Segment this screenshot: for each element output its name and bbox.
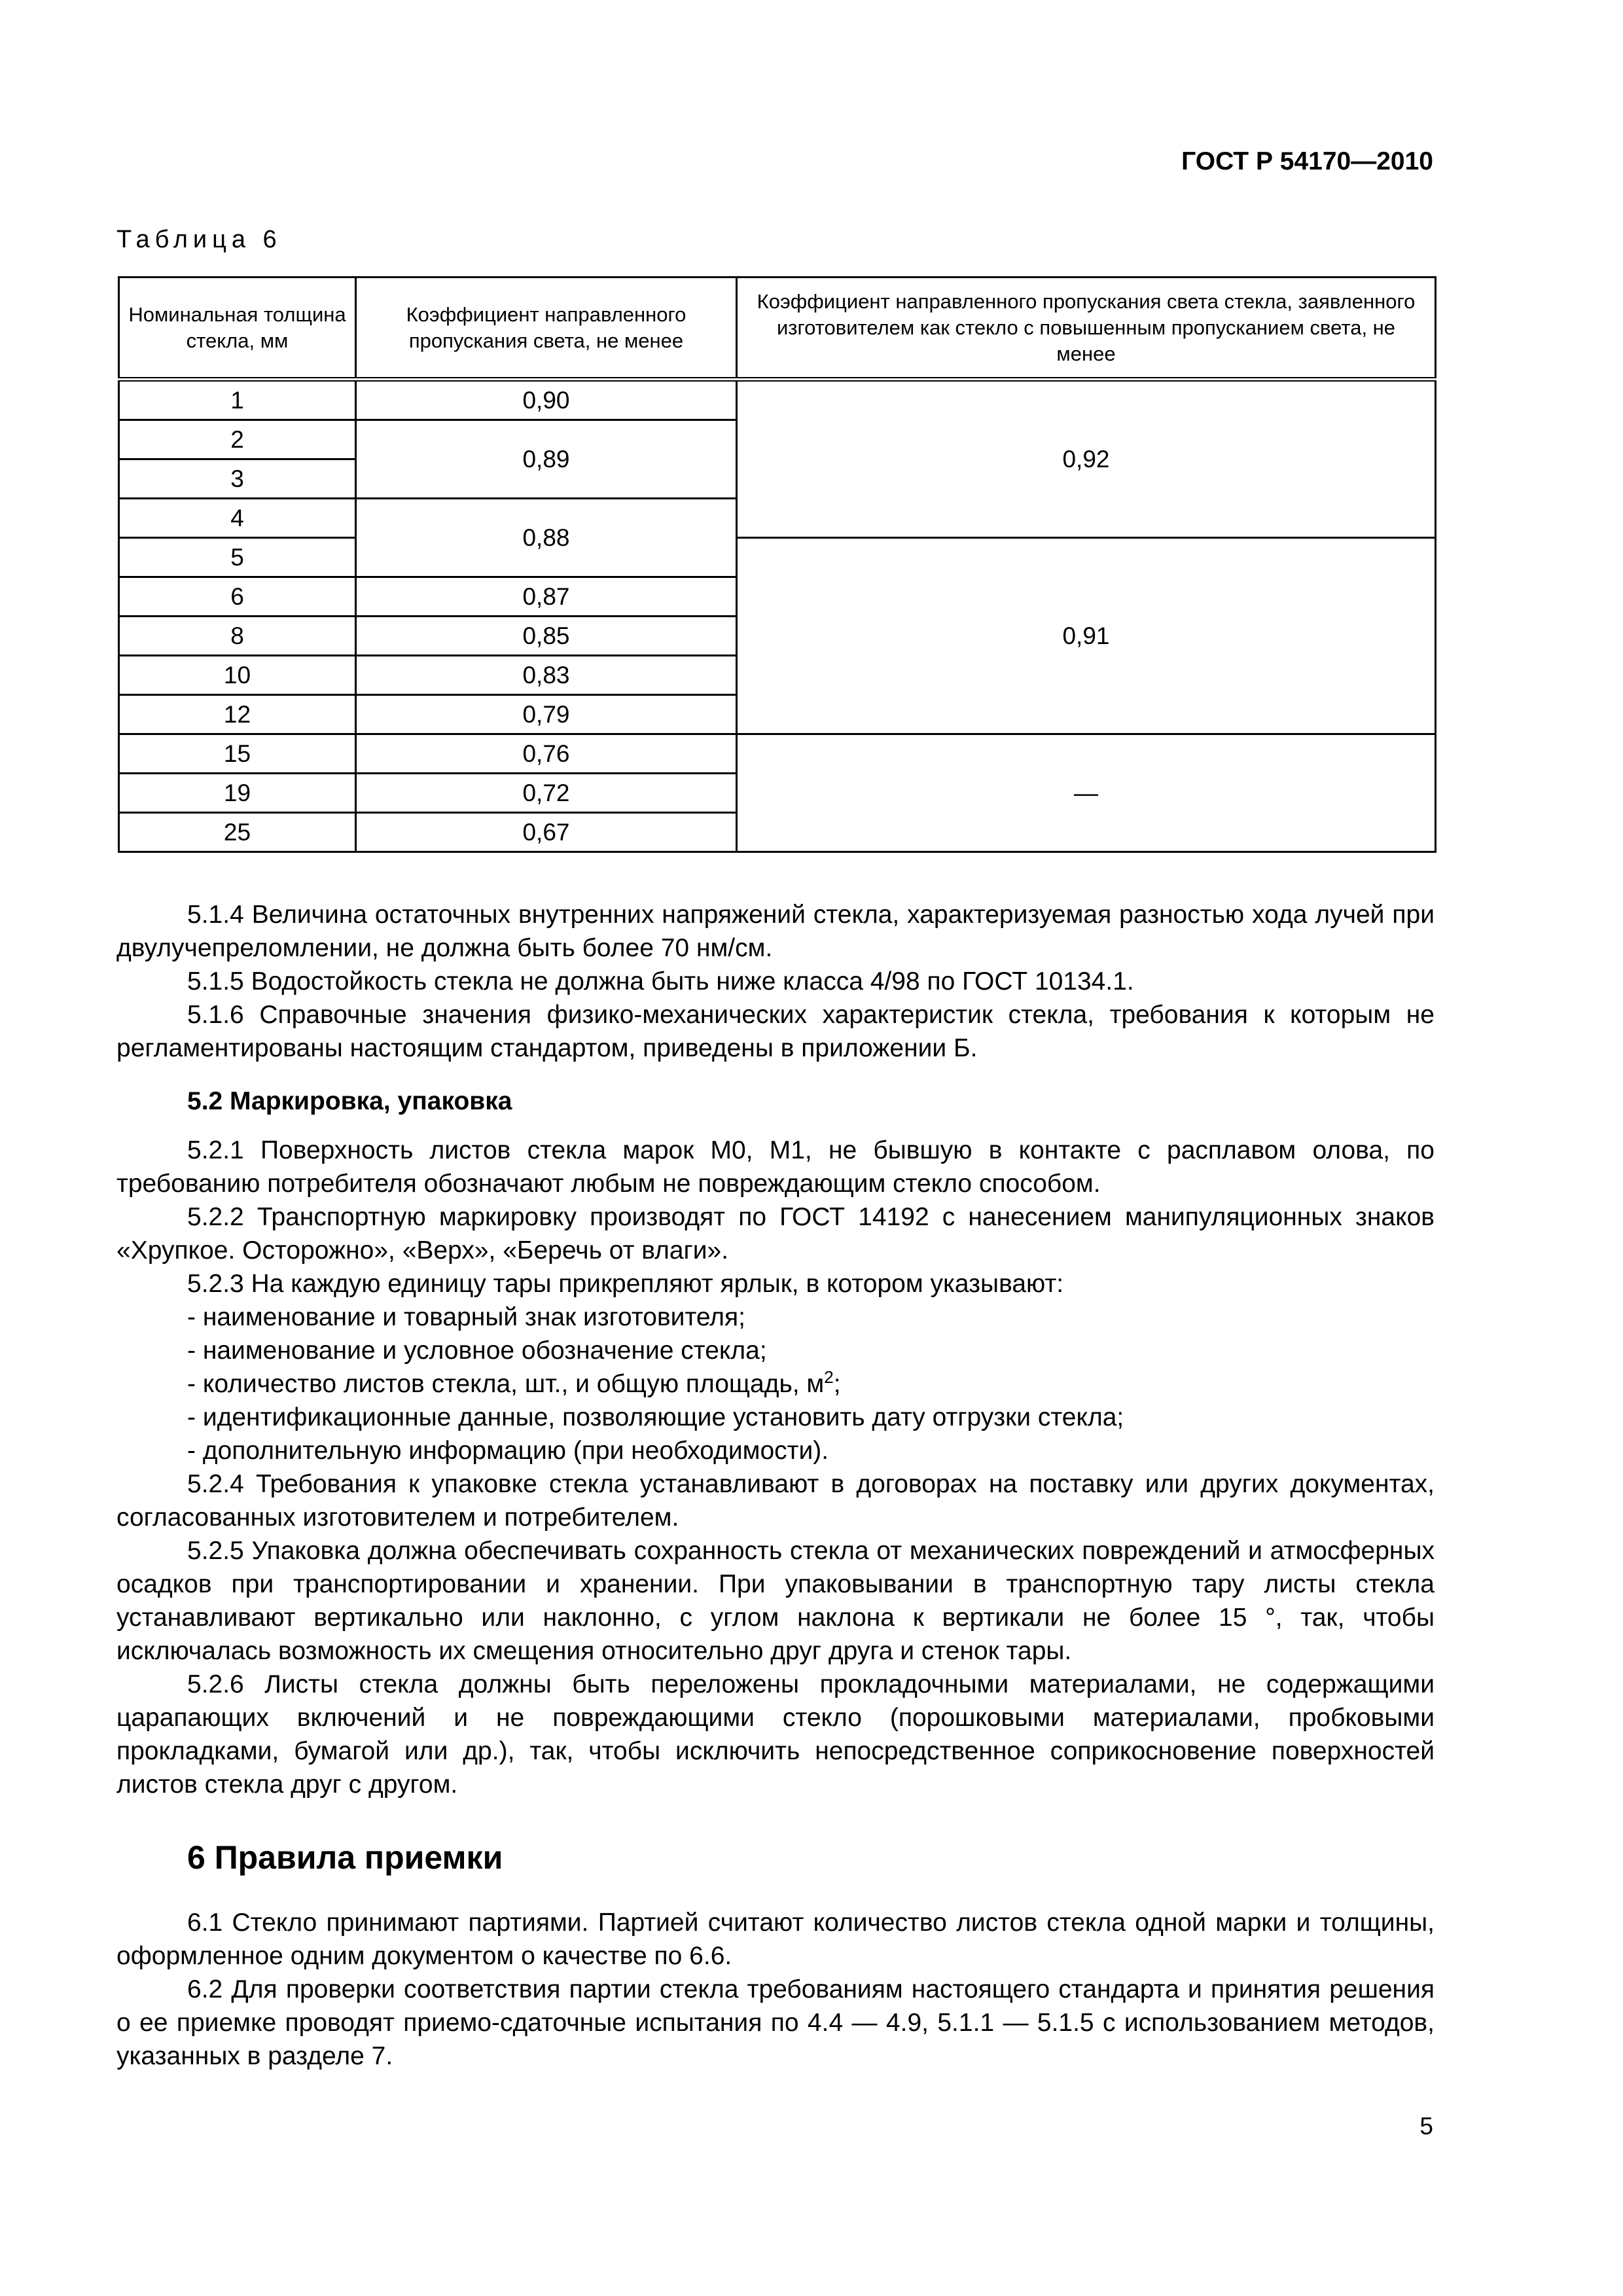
table-row	[119, 538, 1436, 577]
coefficient-cell: 0,79	[356, 695, 737, 734]
thickness-cell: 3	[119, 459, 356, 499]
paragraph-5-1-4: 5.1.4 Величина остаточных внутренних напряжений стекла, характеризуемая разностью хода лучей при двулучепреломлении, не должна быть более 70 нм/см.	[116, 901, 1435, 962]
paragraph-5-2-5: 5.2.5 Упаковка должна обеспечивать сохранность стекла от механических повреждений и атмосферных осадков при транспортировании и хранении. При упаковывании в транспортную тару листы стекла устанавливают вертикально или наклонно, с углом наклона к вертикали не более 15 °, так, чтобы исключалась возможность их смещения относительно друг друга и стенок тары.	[116, 1537, 1435, 1665]
thickness-cell: 19	[119, 774, 356, 813]
increased-coefficient-cell: 0,91	[737, 538, 1436, 734]
list-item-text: - количество листов стекла, шт., и общую площадь, м	[187, 1370, 825, 1398]
list-item: - наименование и товарный знак изготовителя;	[187, 1303, 745, 1331]
coefficient-cell: 0,90	[356, 380, 737, 420]
table-row	[119, 380, 1436, 420]
paragraph-5-2-3: 5.2.3 На каждую единицу тары прикрепляют ярлык, в котором указывают:	[187, 1270, 1064, 1298]
thickness-cell: 15	[119, 734, 356, 774]
paragraph-5-2-6: 5.2.6 Листы стекла должны быть переложены прокладочными материалами, не содержащими царапающих включений и не повреждающими стекло (порошковыми материалами, пробковыми прокладками, бумагой или др.), так, чтобы исключить непосредственное соприкосновение поверхностей листов стекла друг с другом.	[116, 1670, 1435, 1799]
header-coefficient: Коэффициент направленного пропускания света, не менее	[356, 278, 737, 380]
increased-coefficient-cell: 0,92	[737, 380, 1436, 538]
coefficient-cell: 0,85	[356, 617, 737, 656]
paragraph-5-1-5: 5.1.5 Водостойкость стекла не должна быть ниже класса 4/98 по ГОСТ 10134.1.	[187, 967, 1134, 996]
increased-coefficient-cell: —	[737, 734, 1436, 852]
table-caption: Таблица 6	[116, 226, 282, 253]
thickness-cell: 2	[119, 420, 356, 459]
coefficient-cell: 0,87	[356, 577, 737, 617]
thickness-cell: 6	[119, 577, 356, 617]
superscript: 2	[824, 1367, 834, 1387]
thickness-cell: 1	[119, 380, 356, 420]
section-heading-6: 6 Правила приемки	[187, 1839, 503, 1876]
paragraph-5-2-4: 5.2.4 Требования к упаковке стекла устанавливают в договорах на поставку или других документах, согласованных изготовителем и потребителем.	[116, 1470, 1435, 1532]
thickness-cell: 5	[119, 538, 356, 577]
thickness-cell: 25	[119, 813, 356, 852]
document-code: ГОСТ Р 54170—2010	[1181, 147, 1433, 175]
paragraph-5-1-6: 5.1.6 Справочные значения физико-механических характеристик стекла, требования к которым не регламентированы настоящим стандартом, приведены в приложении Б.	[116, 1001, 1435, 1062]
paragraph-6-2: 6.2 Для проверки соответствия партии стекла требованиям настоящего стандарта и принятия решения о ее приемке проводят приемо-сдаточные испытания по 4.4 — 4.9, 5.1.1 — 5.1.5 с использованием методов, указанных в разделе 7.	[116, 1975, 1435, 2070]
list-item	[116, 1367, 1435, 1401]
section-heading-5-2: 5.2 Маркировка, упаковка	[187, 1087, 512, 1115]
paragraph-6-1: 6.1 Стекло принимают партиями. Партией считают количество листов стекла одной марки и толщины, оформленное одним документом о качестве по 6.6.	[116, 1909, 1435, 1970]
thickness-cell: 4	[119, 499, 356, 538]
coefficient-cell: 0,83	[356, 656, 737, 695]
thickness-cell: 12	[119, 695, 356, 734]
coefficient-cell: 0,88	[356, 499, 737, 577]
page-number: 5	[1419, 2113, 1433, 2140]
header-increased-coefficient: Коэффициент направленного пропускания света стекла, заявленного изготовителем как стекло с повышенным пропусканием света, не менее	[737, 278, 1436, 380]
list-item: - дополнительную информацию (при необходимости).	[187, 1437, 829, 1465]
list-item: - идентификационные данные, позволяющие установить дату отгрузки стекла;	[187, 1403, 1124, 1431]
coefficient-cell: 0,89	[356, 420, 737, 499]
coefficient-cell: 0,72	[356, 774, 737, 813]
table-header-row	[119, 278, 1436, 380]
table-row	[119, 734, 1436, 774]
thickness-cell: 10	[119, 656, 356, 695]
list-item-end: ;	[833, 1370, 841, 1398]
thickness-cell: 8	[119, 617, 356, 656]
document-body	[116, 898, 1435, 2073]
list-item: - наименование и условное обозначение стекла;	[187, 1336, 767, 1365]
header-thickness: Номинальная толщина стекла, мм	[119, 278, 356, 380]
coefficient-cell: 0,76	[356, 734, 737, 774]
paragraph-5-2-2: 5.2.2 Транспортную маркировку производят по ГОСТ 14192 с нанесением манипуляционных знаков «Хрупкое. Осторожно», «Верх», «Беречь от влаги».	[116, 1203, 1435, 1265]
coefficient-cell: 0,67	[356, 813, 737, 852]
paragraph-5-2-1: 5.2.1 Поверхность листов стекла марок М0, М1, не бывшую в контакте с расплавом олова, по требованию потребителя обозначают любым не повреждающим стекло способом.	[116, 1136, 1435, 1198]
transmission-table	[118, 276, 1436, 853]
